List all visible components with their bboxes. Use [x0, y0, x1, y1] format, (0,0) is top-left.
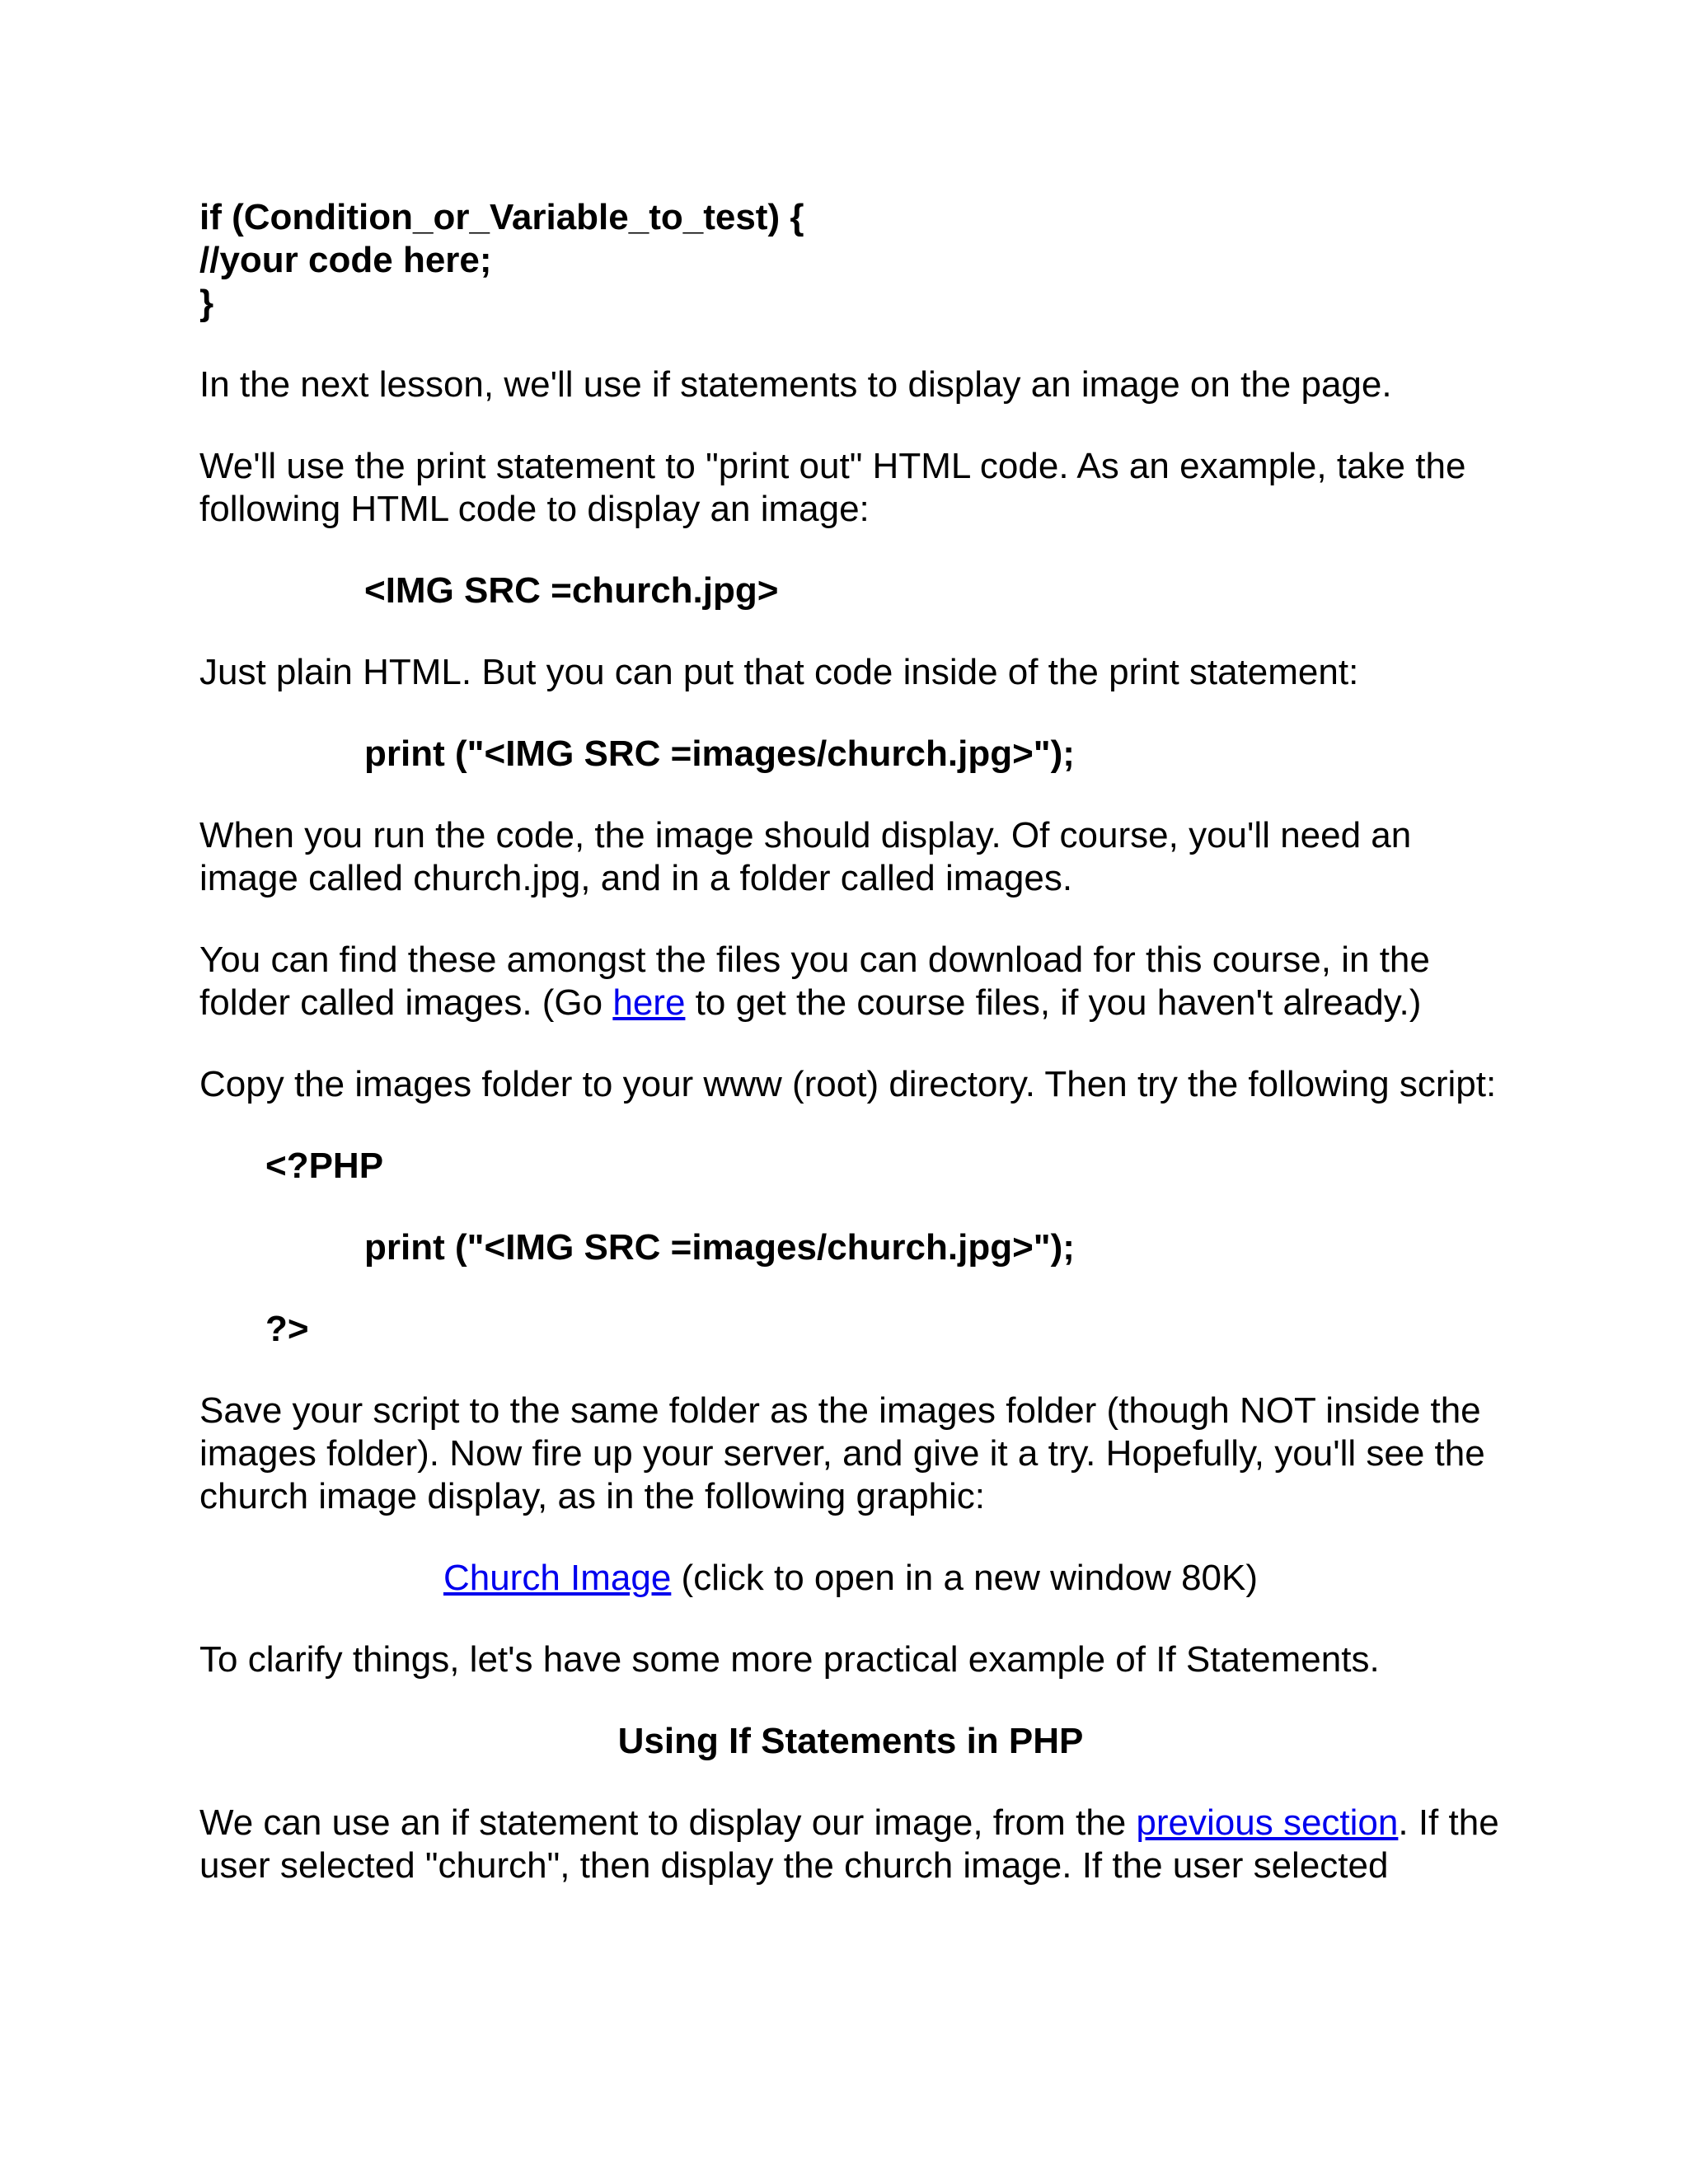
text-segment: You can find these amongst the files you can download for this course, in the folder called images. (Go: [199, 940, 1430, 1023]
html-img-code: <IMG SRC =church.jpg>: [364, 570, 779, 611]
section-heading: Using If Statements in PHP: [617, 1721, 1084, 1761]
php-close-tag: ?>: [265, 1309, 309, 1349]
paragraph-plain-html: Just plain HTML. But you can put that code inside of the print statement:: [199, 652, 1359, 692]
paragraph-copy-images: Copy the images folder to your www (root) directory. Then try the following script:: [199, 1064, 1497, 1104]
course-files-link[interactable]: here: [612, 982, 686, 1023]
paragraph-course-files: [199, 939, 1502, 1024]
previous-section-link[interactable]: previous section: [1136, 1802, 1399, 1843]
paragraph-use-if: [199, 1802, 1502, 1887]
paragraph-print-statement: We'll use the print statement to "print out" HTML code. As an example, take the following HTML code to display an image:: [199, 446, 1466, 529]
text-segment: We can use an if statement to display our image, from the: [199, 1802, 1137, 1843]
code-line: //your code here;: [199, 240, 492, 280]
code-line: if (Condition_or_Variable_to_test) {: [199, 197, 804, 237]
php-open-tag: <?PHP: [265, 1146, 384, 1186]
text-segment: . If the user selected "church", then display the church image. If the user selected: [199, 1802, 1499, 1886]
paragraph-clarify: To clarify things, let's have some more practical example of If Statements.: [199, 1639, 1380, 1680]
paragraph-save-script: Save your script to the same folder as the images folder (though NOT inside the images folder). Now fire up your server, and give it a try. Hopefully, you'll see the church image display, as in the following graphic:: [199, 1390, 1485, 1516]
text-segment: (click to open in a new window 80K): [671, 1558, 1259, 1598]
paragraph-next-lesson: In the next lesson, we'll use if statements to display an image on the page.: [199, 364, 1392, 405]
if-syntax-code: [199, 196, 1502, 325]
paragraph-run-code: When you run the code, the image should display. Of course, you'll need an image called church.jpg, and in a folder called images.: [199, 815, 1412, 898]
code-line: }: [199, 283, 214, 323]
php-print-code: print ("<IMG SRC =images/church.jpg>");: [364, 1227, 1075, 1268]
church-image-line: [199, 1557, 1502, 1600]
document-page: [199, 196, 1502, 1926]
print-img-code: print ("<IMG SRC =images/church.jpg>");: [364, 733, 1075, 774]
church-image-link[interactable]: Church Image: [443, 1558, 672, 1598]
text-segment: to get the course files, if you haven't already.): [685, 982, 1422, 1023]
